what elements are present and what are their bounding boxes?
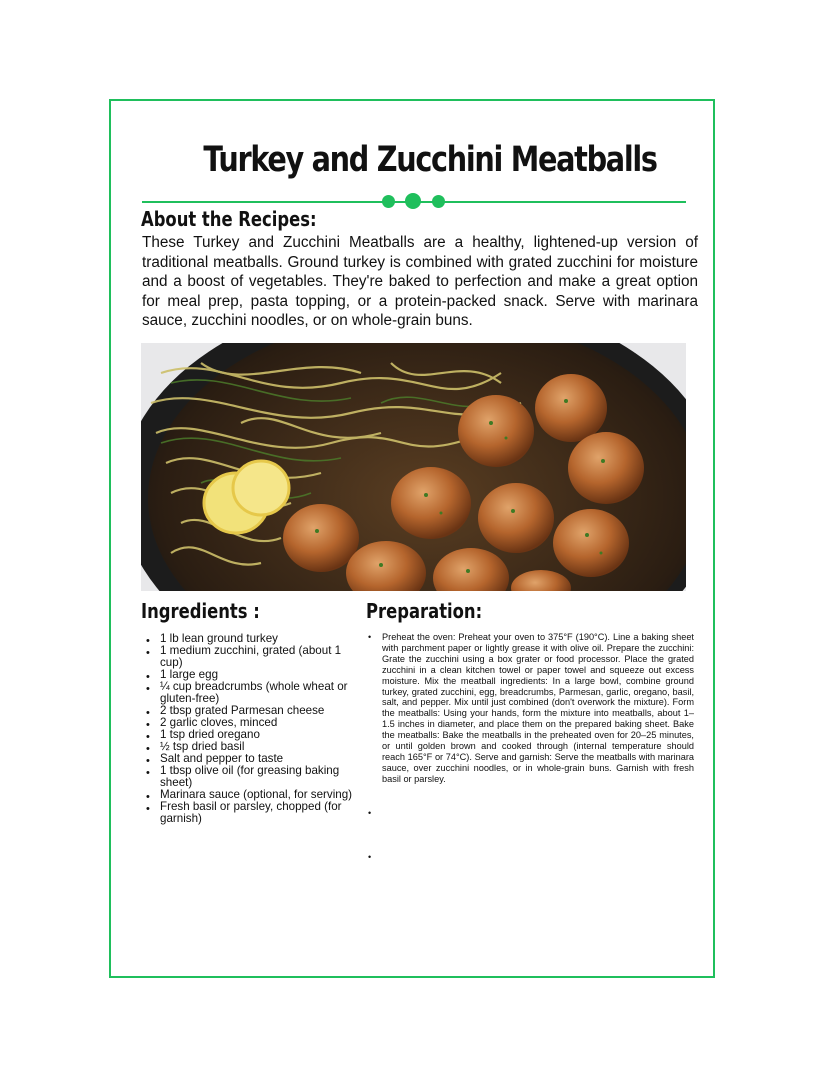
food-image xyxy=(141,343,686,591)
divider-dot xyxy=(382,195,395,208)
about-heading: About the Recipes: xyxy=(141,207,317,231)
ingredients-heading: Ingredients : xyxy=(141,599,260,623)
ingredient-item: • 1 lb lean ground turkey xyxy=(146,633,356,645)
about-text: These Turkey and Zucchini Meatballs are a healthy, lightened-up version of traditional meatballs. Ground turkey is combined with grated zucchini for moisture and a boost of vegetables. They're baked to perfection and make a great option for meal prep, pasta topping, or a protein-packed snack. Serve with marinara sauce, zucchini noodles, or on whole-grain buns. xyxy=(142,234,698,330)
ingredient-item: • 1 medium zucchini, grated (about 1 cup) xyxy=(146,645,356,669)
ingredient-item: • 1 large egg xyxy=(146,669,356,681)
ingredient-item: • 1 tsp dried oregano xyxy=(146,729,356,741)
ingredient-item: • Marinara sauce (optional, for serving) xyxy=(146,789,356,801)
empty-bullet: • xyxy=(368,852,372,862)
meatballs-photo xyxy=(141,343,686,591)
ingredient-item: • Fresh basil or parsley, chopped (for garnish) xyxy=(146,801,356,825)
ingredient-item: • ¼ cup breadcrumbs (whole wheat or gluten-free) xyxy=(146,681,356,705)
ingredient-item: • 2 tbsp grated Parmesan cheese xyxy=(146,705,356,717)
ingredient-item: • ½ tsp dried basil xyxy=(146,741,356,753)
ingredients-list xyxy=(146,633,356,825)
recipe-title: Turkey and Zucchini Meatballs xyxy=(203,140,657,180)
divider-dot xyxy=(405,193,421,209)
preparation-heading: Preparation: xyxy=(366,599,483,623)
ingredient-item: • Salt and pepper to taste xyxy=(146,753,356,765)
preparation-list xyxy=(368,632,694,785)
preparation-item: • Preheat the oven: Preheat your oven to 375°F (190°C). Line a baking sheet with parchment paper or lightly grease it with olive oil. Prepare the zucchini: Grate the zucchini using a box grater or food processor. Place the grated zucchini in a clean kitchen towel or paper towel and squeeze out excess moisture. Mix the meatball ingredients: In a large bowl, combine ground turkey, grated zucchini, egg, breadcrumbs, Parmesan, garlic, oregano, basil, salt, and pepper. Mix until just combined (don't overwork the mixture). Form the meatballs: Using your hands, form the mixture into meatballs, about 1–1.5 inches in diameter, and place them on the prepared baking sheet. Bake the meatballs: Bake the meatballs in the preheated oven for 20–25 minutes, or until golden brown and cooked through (internal temperature should reach 165°F or 74°C). Serve and garnish: Serve the meatballs with marinara sauce, over zucchini noodles, or in whole-grain buns. Garnish with fresh basil or parsley. xyxy=(368,632,694,785)
ingredient-item: • 1 tbsp olive oil (for greasing baking sheet) xyxy=(146,765,356,789)
ingredient-item: • 2 garlic cloves, minced xyxy=(146,717,356,729)
divider-dot xyxy=(432,195,445,208)
empty-bullet: • xyxy=(368,808,372,818)
